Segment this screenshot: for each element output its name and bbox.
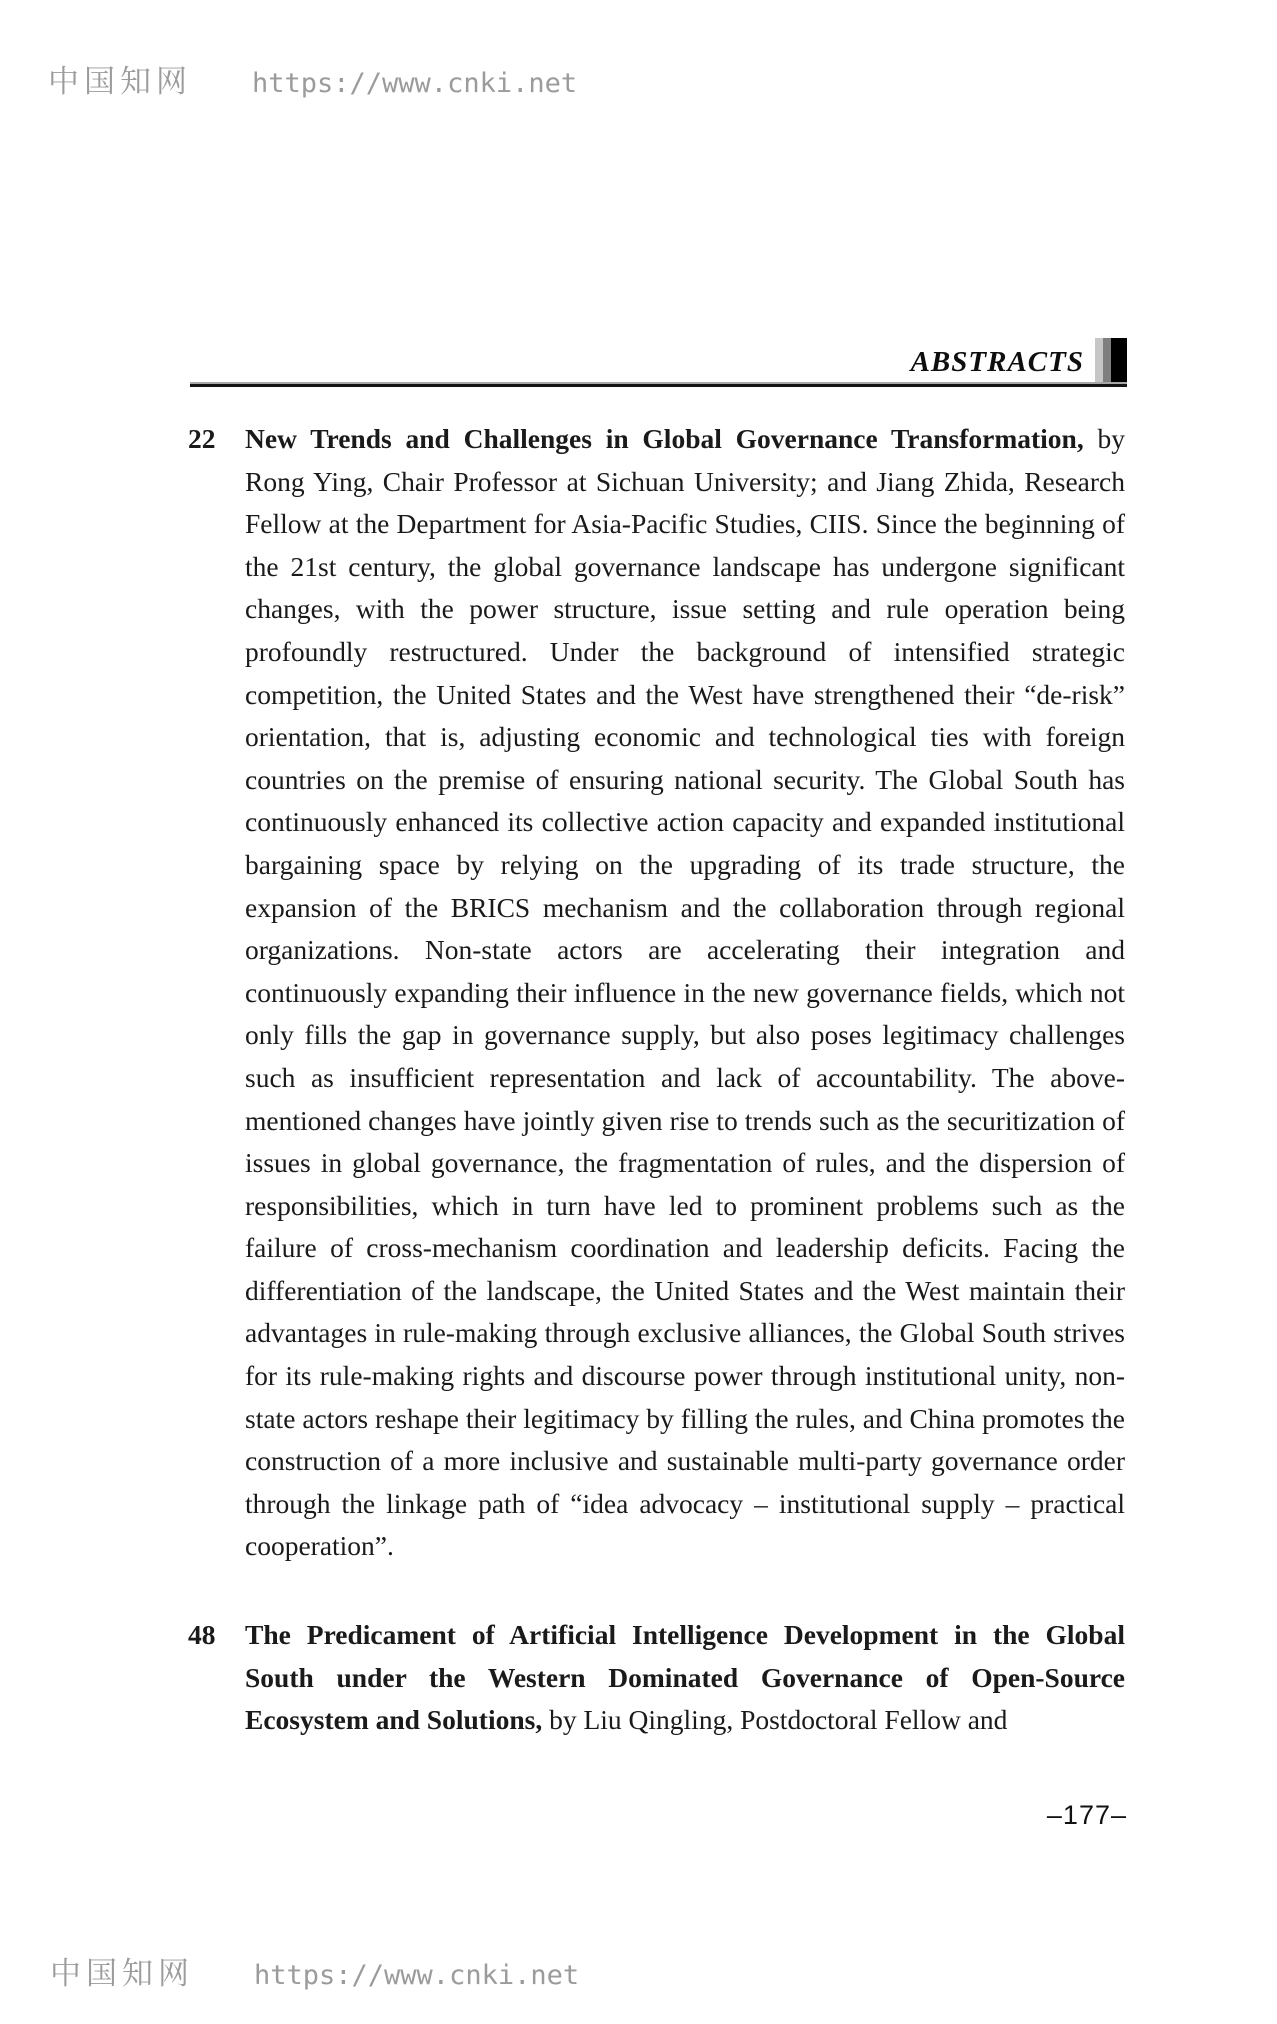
- header-corner-decoration: [1095, 338, 1127, 385]
- watermark-bottom: [50, 1948, 579, 1993]
- page-number: –177–: [1046, 1800, 1127, 1830]
- abstract-item: [188, 1614, 1125, 1742]
- abstract-title-segment: New Trends and Challenges in Global Governance Transformation,: [245, 423, 1084, 454]
- abstract-number: 22: [188, 423, 216, 454]
- cnki-url-text: https://www.cnki.net: [254, 1960, 580, 1991]
- watermark-top: [48, 56, 577, 101]
- decoration-bar-light: [1095, 338, 1103, 385]
- abstract-body-segment: by Liu Qingling, Postdoctoral Fellow and: [542, 1704, 1008, 1736]
- decoration-bar-black: [1111, 338, 1127, 385]
- abstract-item: [188, 418, 1125, 1568]
- abstract-paragraph: [245, 418, 1125, 1568]
- abstracts-list: [188, 418, 1125, 1788]
- abstract-paragraph: [245, 1614, 1125, 1742]
- abstract-body-segment: by Rong Ying, Chair Professor at Sichuan University; and Jiang Zhida, Research Fellow at the Department for Asia-Pacific Studies, CIIS. Since the beginning of the 21st century, the global governance landscape has undergone significant changes, with the power structure, issue setting and rule operation being profoundly restructured. Under the background of intensified strategic competition, the United States and the West have strengthened their “de-risk” orientation, that is, adjusting economic and technological ties with foreign countries on the premise of ensuring national security. The Global South has continuously enhanced its collective action capacity and expanded institutional bargaining space by relying on the upgrading of its trade structure, the expansion of the BRICS mechanism and the collaboration through regional organizations. Non-state actors are accelerating their integration and continuously expanding their influence in the new governance fields, which not only fills the gap in governance supply, but also poses legitimacy challenges such as insufficient representation and lack of accountability. The above-mentioned changes have jointly given rise to trends such as the securitization of issues in global governance, the fragmentation of rules, and the dispersion of responsibilities, which in turn have led to prominent problems such as the failure of cross-mechanism coordination and leadership deficits. Facing the differentiation of the landscape, the United States and the West maintain their advantages in rule-making through exclusive alliances, the Global South strives for its rule-making rights and discourse power through institutional unity, non-state actors reshape their legitimacy by filling the rules, and China promotes the construction of a more inclusive and sustainable multi-party governance order through the linkage path of “idea advocacy – institutional supply – practical cooperation”.: [245, 423, 1126, 1562]
- cnki-brand-text: 中国知网: [50, 1956, 194, 1991]
- decoration-bar-mid: [1103, 338, 1111, 385]
- cnki-url-text: https://www.cnki.net: [252, 68, 578, 99]
- abstract-number: 48: [188, 1619, 216, 1651]
- cnki-brand-text: 中国知网: [48, 64, 192, 99]
- abstract-title-segment: The Predicament of Artificial Intelligence Development in the Global South under the Western Dominated Governance of Open-Source Ecosystem and Solutions,: [245, 1619, 1125, 1736]
- header-rule: [190, 382, 1127, 387]
- page-header-title: ABSTRACTS: [910, 346, 1084, 378]
